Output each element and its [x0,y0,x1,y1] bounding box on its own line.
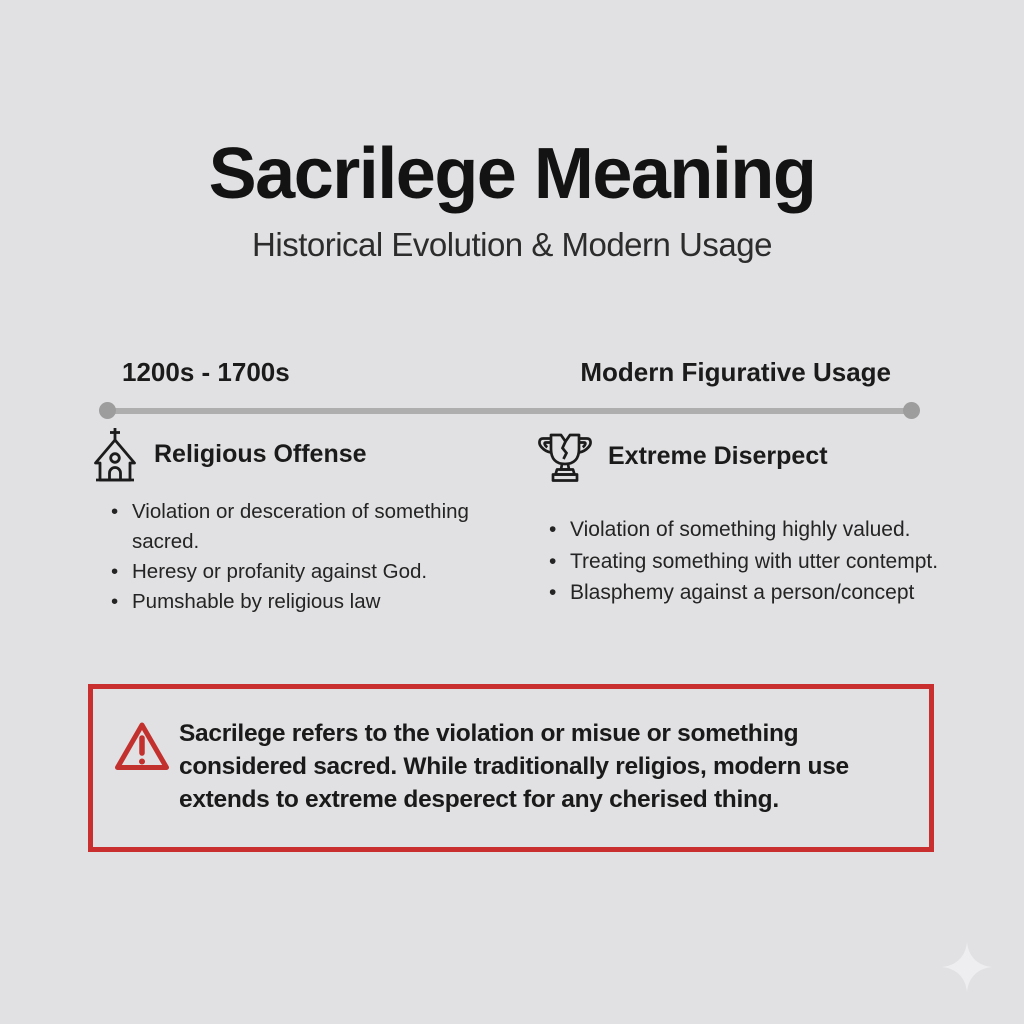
list-item: • Violation or desceration of something sacred. [110,497,488,557]
timeline-era-label: 1200s - 1700s [122,357,290,387]
timeline-start-dot [99,402,116,419]
summary-callout-box [88,684,934,852]
warning-triangle-icon [114,720,170,774]
church-icon [92,426,138,482]
historical-heading: Religious Offense [154,439,367,468]
timeline-end-dot [903,402,920,419]
list-item: • Blasphemy against a person/concept [548,577,988,609]
modern-section-header [536,430,828,483]
broken-trophy-icon [536,430,594,483]
summary-text [179,717,849,816]
page-subtitle: Historical Evolution & Modern Usage [252,226,772,263]
timeline-modern-label: Modern Figurative Usage [580,357,891,387]
modern-bullet-list [548,514,988,609]
list-item: • Pumshable by religious law [110,587,488,617]
list-item: • Treating something with utter contempt. [548,546,988,578]
summary-line: considered sacred. While traditionally religios, modern use [179,753,849,780]
timeline-line [107,408,911,414]
sparkle-icon [942,942,992,992]
summary-line: Sacrilege refers to the violation or misue or something [179,720,799,747]
list-item: • Violation of something highly valued. [548,514,988,546]
modern-heading: Extreme Diserpect [608,442,828,470]
page-title: Sacrilege Meaning [208,134,816,214]
summary-line: extends to extreme desperect for any cherised thing. [179,786,779,813]
historical-section-header [92,426,367,482]
historical-bullet-list [110,497,488,617]
list-item: • Heresy or profanity against God. [110,557,488,587]
